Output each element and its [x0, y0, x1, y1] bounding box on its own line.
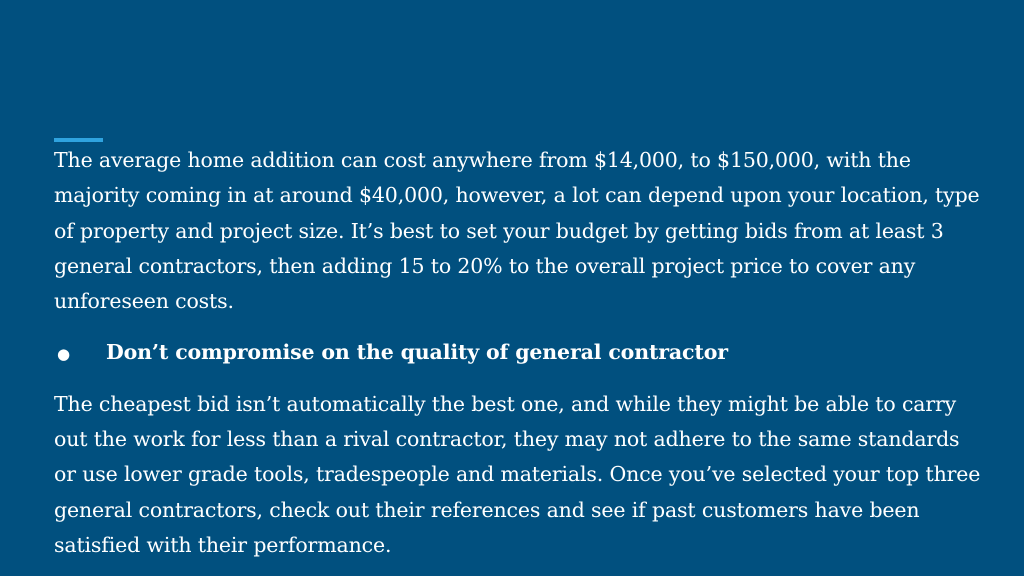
paragraph-quality: The cheapest bid isn’t automatically the best one, and while they might be able to carry out the work for less than a rival contractor, they may not adhere to the same standards or use lower grade tools, tradespeople and materials. Once you’ve selected your top three general contractors, check out their references and see if past customers have been satisfied with their performance.: [54, 391, 981, 557]
bullet-heading: Don’t compromise on the quality of general contractor: [106, 340, 728, 365]
paragraph-budget: The average home addition can cost anywhere from $14,000, to $150,000, with the majority coming in at around $40,000, however, a lot can depend upon your location, type of property and project size. It’s best to set your budget by getting bids from at least 3 general contractors, then adding 15 to 20% to the overall project price to cover any unforeseen costs.: [54, 148, 980, 314]
title-accent-bar: [54, 138, 103, 142]
slide-body: [54, 143, 984, 563]
bullet-item: [54, 335, 984, 372]
bullet-dot-icon: ●: [57, 345, 71, 364]
